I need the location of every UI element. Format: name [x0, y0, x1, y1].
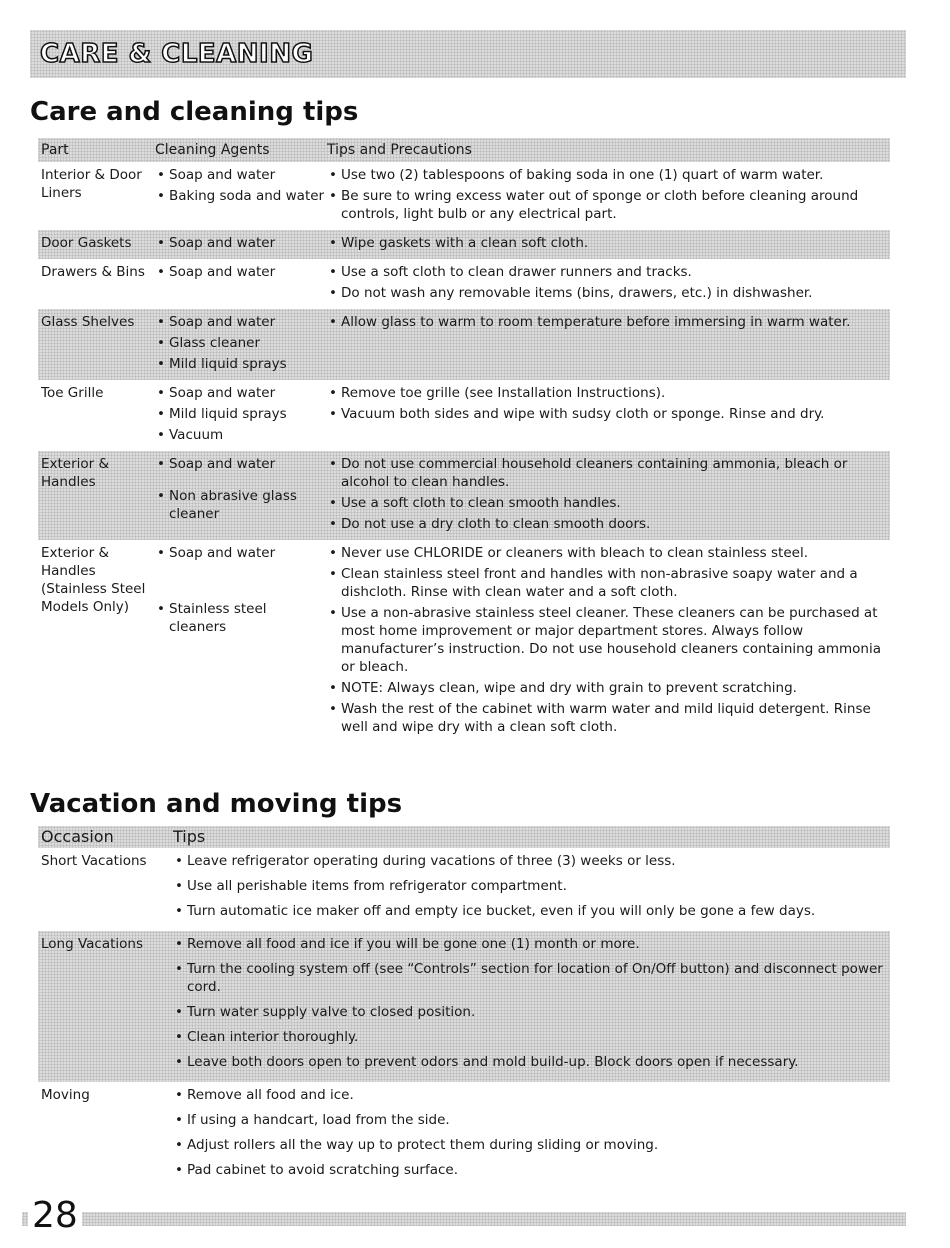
tip-item: • Leave both doors open to prevent odors and mold build-up. Block doors open if necessary.	[173, 1053, 890, 1071]
vacation-table-header	[38, 826, 890, 848]
tip-item: • Turn automatic ice maker off and empty ice bucket, even if you will only be gone a few days.	[173, 902, 890, 920]
occasion-cell: Moving	[41, 1087, 90, 1103]
care-table-header	[38, 138, 890, 162]
agent-item: • Soap and water	[155, 234, 327, 252]
agent-item: • Soap and water	[155, 166, 327, 184]
tip-item: • Use a soft cloth to clean smooth handles.	[327, 494, 890, 512]
tip-item: • Clean stainless steel front and handles with non-abrasive soapy water and a dishcloth. Rinse with clean water and a soft cloth.	[327, 565, 890, 601]
part-cell: Glass Shelves	[41, 314, 135, 330]
vacation-table	[38, 826, 890, 1190]
tip-item: • Remove toe grille (see Installation Instructions).	[327, 384, 890, 402]
agent-item: • Soap and water	[155, 313, 327, 331]
vacation-heading: Vacation and moving tips	[30, 789, 403, 819]
agent-item: • Soap and water	[155, 263, 327, 281]
agent-item: • Mild liquid sprays	[155, 355, 327, 373]
tip-item: • Do not use a dry cloth to clean smooth doors.	[327, 515, 890, 533]
part-cell: Toe Grille	[41, 385, 104, 401]
tip-item: • Adjust rollers all the way up to protect them during sliding or moving.	[173, 1136, 890, 1154]
banner-title: CARE & CLEANING	[40, 39, 314, 69]
tip-item: • Remove all food and ice.	[173, 1086, 890, 1104]
part-cell: Interior & Door Liners	[41, 167, 142, 201]
table-row	[38, 848, 890, 931]
header-agents: Cleaning Agents	[155, 142, 270, 158]
tip-item: • Do not wash any removable items (bins, drawers, etc.) in dishwasher.	[327, 284, 890, 302]
table-row	[38, 380, 890, 451]
table-row	[38, 230, 890, 259]
section-banner	[30, 30, 906, 78]
agent-item: • Soap and water	[155, 384, 327, 402]
tip-item: • Vacuum both sides and wipe with sudsy cloth or sponge. Rinse and dry.	[327, 405, 890, 423]
agent-item: • Non abrasive glass cleaner	[155, 487, 327, 523]
table-row	[38, 931, 890, 1082]
table-row	[38, 1082, 890, 1190]
agent-item: • Mild liquid sprays	[155, 405, 327, 423]
part-cell: Exterior & Handles	[41, 456, 110, 490]
header-tips: Tips and Precautions	[327, 142, 472, 158]
care-heading: Care and cleaning tips	[30, 97, 359, 127]
tip-item: • Use all perishable items from refrigerator compartment.	[173, 877, 890, 895]
tip-item: • Wipe gaskets with a clean soft cloth.	[327, 234, 890, 252]
tip-item: • Turn the cooling system off (see “Controls” section for location of On/Off button) and disconnect power cord.	[173, 960, 890, 996]
occasion-cell: Short Vacations	[41, 853, 147, 869]
footer-bar	[22, 1212, 906, 1226]
header-occasion: Occasion	[41, 827, 114, 846]
part-cell: Drawers & Bins	[41, 264, 145, 280]
occasion-cell: Long Vacations	[41, 936, 144, 952]
part-cell: Door Gaskets	[41, 235, 132, 251]
table-row	[38, 451, 890, 540]
table-row	[38, 162, 890, 230]
header-tips: Tips	[173, 827, 206, 846]
table-row	[38, 540, 890, 743]
tip-item: • Do not use commercial household cleaners containing ammonia, bleach or alcohol to clean handles.	[327, 455, 890, 491]
table-row	[38, 309, 890, 380]
tip-item: • NOTE: Always clean, wipe and dry with grain to prevent scratching.	[327, 679, 890, 697]
agent-item: • Glass cleaner	[155, 334, 327, 352]
tip-item: • Be sure to wring excess water out of sponge or cloth before cleaning around controls, light bulb or any electrical part.	[327, 187, 890, 223]
header-part: Part	[41, 142, 69, 158]
tip-item: • Leave refrigerator operating during vacations of three (3) weeks or less.	[173, 852, 890, 870]
tip-item: • Remove all food and ice if you will be gone one (1) month or more.	[173, 935, 890, 953]
agent-item: • Soap and water	[155, 455, 327, 473]
agent-item: • Vacuum	[155, 426, 327, 444]
tip-item: • Never use CHLORIDE or cleaners with bleach to clean stainless steel.	[327, 544, 890, 562]
tip-item: • If using a handcart, load from the side.	[173, 1111, 890, 1129]
table-row	[38, 259, 890, 309]
tip-item: • Clean interior thoroughly.	[173, 1028, 890, 1046]
care-table	[38, 138, 890, 743]
tip-item: • Use a soft cloth to clean drawer runners and tracks.	[327, 263, 890, 281]
agent-item: • Stainless steel cleaners	[155, 600, 327, 636]
tip-item: • Turn water supply valve to closed position.	[173, 1003, 890, 1021]
tip-item: • Allow glass to warm to room temperature before immersing in warm water.	[327, 313, 890, 331]
agent-item: • Soap and water	[155, 544, 327, 562]
page-number: 28	[28, 1196, 82, 1236]
part-cell: Exterior & Handles (Stainless Steel Models Only)	[41, 545, 146, 615]
tip-item: • Pad cabinet to avoid scratching surface.	[173, 1161, 890, 1179]
tip-item: • Wash the rest of the cabinet with warm water and mild liquid detergent. Rinse well and wipe dry with a clean soft cloth.	[327, 700, 890, 736]
tip-item: • Use a non-abrasive stainless steel cleaner. These cleaners can be purchased at most home improvement or major department stores. Always follow manufacturer’s instruction. Do not use household cleaners containing ammonia or bleach.	[327, 604, 890, 676]
agent-item: • Baking soda and water	[155, 187, 327, 205]
tip-item: • Use two (2) tablespoons of baking soda in one (1) quart of warm water.	[327, 166, 890, 184]
